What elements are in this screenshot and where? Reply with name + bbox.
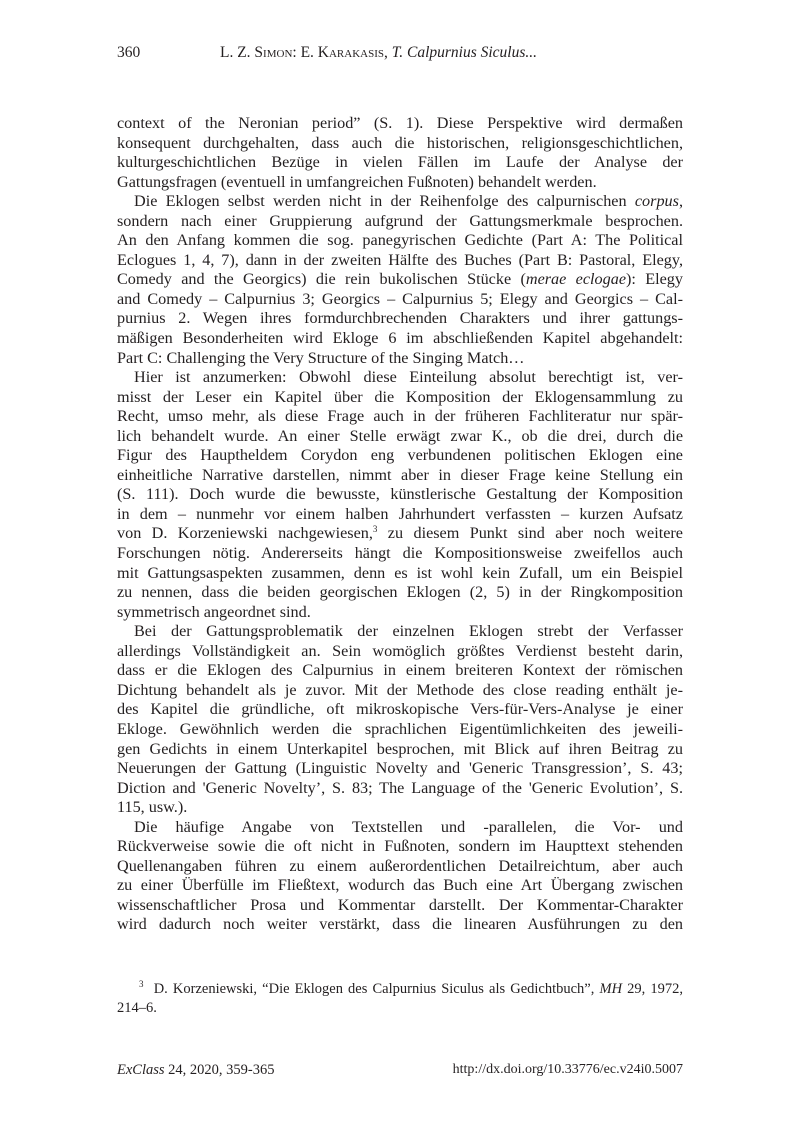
text-run: , — [678, 192, 683, 211]
separator: , — [384, 44, 392, 61]
text-line: zu nennen, dass die beiden georgischen Eklogen (2, 5) in der Ringkomposition — [117, 583, 683, 602]
text-line: Diction and 'Generic Novelty’, S. 83; The Language of the 'Generic Evolution’, S. — [117, 778, 683, 797]
body-text — [117, 114, 683, 935]
text-run: zu diesem Punkt sind aber noch weitere — [377, 524, 683, 543]
journal-name: ExClass — [117, 1062, 165, 1078]
text-run: ): Elegy — [626, 270, 683, 289]
text-line: Part C: Challenging the Very Structure of the Singing Match… — [117, 348, 525, 367]
reviewed-book-title: T. Calpurnius Siculus... — [391, 44, 538, 61]
text-line: Bei der Gattungsproblematik der einzelnen Eklogen strebt der Verfasser — [134, 622, 683, 641]
footnote-number: 3 — [139, 979, 144, 989]
footnote — [117, 980, 683, 1018]
text-line: Gattungsfragen (eventuell in umfangreichen Fußnoten) behandelt werden. — [117, 172, 597, 191]
text-line: 115, usw.). — [117, 798, 188, 817]
text-line: zu einer Überfülle im Fließtext, wodurch das Buch eine Art Übergang zwischen — [117, 876, 683, 895]
doi-link[interactable]: http://dx.doi.org/10.33776/ec.v24i0.5007 — [452, 1062, 683, 1077]
text-run: von D. Korzeniewski nachgewiesen, — [117, 524, 373, 543]
text-line: Dichtung behandelt als je zuvor. Mit der Methode des close reading enthält je- — [117, 680, 683, 699]
text-line: An den Anfang kommen die sog. panegyrischen Gedichte (Part A: The Political — [117, 231, 683, 250]
italic-term: corpus — [634, 192, 679, 211]
text-line — [117, 524, 683, 544]
text-line: Ekloge. Gewöhnlich werden die sprachlichen Eigentümlichkeiten des jeweili- — [117, 719, 683, 738]
text-line: Neuerungen der Gattung (Linguistic Novelty and 'Generic Transgression’, S. 43; — [117, 759, 683, 778]
italic-term: merae eclogae — [525, 270, 626, 289]
text-line: konsequent durchgehalten, dass auch die historischen, religionsgeschichtlichen, — [117, 133, 683, 152]
text-line: sondern nach einer Gruppierung aufgrund der Gattungsmerkmale besprochen. — [117, 211, 683, 230]
text-line: symmetrisch angeordnet sind. — [117, 602, 311, 621]
text-line: mit Gattungsaspekten zusammen, denn es ist wohl kein Zufall, um ein Beispiel — [117, 563, 683, 582]
text-line: and Comedy – Calpurnius 3; Georgics – Calpurnius 5; Elegy and Georgics – Cal- — [117, 289, 683, 308]
reviewed-author: E. Karakasis — [300, 44, 385, 61]
text-line: lich behandelt wurde. An einer Stelle erwägt zwar K., ob die drei, durch die — [117, 426, 683, 445]
text-line: Forschungen nötig. Andererseits hängt die Kompositionsweise zweifellos auch — [117, 544, 683, 563]
text-line: allerdings Vollständigkeit an. Sein womöglich größtes Verdienst besteht darin, — [117, 641, 683, 660]
text-line: wissenschaftlicher Prosa und Kommentar darstellt. Der Kommentar-Charakter — [117, 895, 683, 914]
footnote-ref[interactable]: 3 — [372, 524, 378, 535]
text-line: einheitliche Narrative darstellen, nimmt aber in dieser Frage keine Stellung ein — [117, 465, 683, 484]
page-number: 360 — [117, 44, 141, 61]
text-line: des Kapitel die gründliche, oft mikroskopische Vers-für-Vers-Analyse je einer — [117, 700, 683, 719]
text-line: dass er die Eklogen des Calpurnius in einem breiteren Kontext der römischen — [117, 661, 683, 680]
text-line: Recht, umso mehr, als diese Frage auch in der früheren Fachliteratur nur spär- — [117, 407, 683, 426]
separator: : — [292, 44, 301, 61]
text-line: kulturgeschichtlichen Bezüge in vielen Fällen im Laufe der Analyse der — [117, 153, 683, 172]
text-run: Die Eklogen selbst werden nicht in der Reihenfolge des calpurnischen — [134, 192, 635, 211]
text-run: D. Korzeniewski, “Die Eklogen des Calpurnius Siculus als Gedichtbuch”, — [153, 981, 600, 997]
running-head — [220, 44, 537, 62]
text-line: Eclogues 1, 4, 7), dann in der zweiten Hälfte des Buches (Part B: Pastoral, Elegy, — [117, 250, 683, 269]
text-line — [117, 270, 683, 290]
review-author: L. Z. Simon — [220, 44, 293, 61]
text-line: misst der Leser ein Kapitel über die Komposition der Eklogensammlung zu — [117, 387, 683, 406]
citation-details: 24, 2020, 359-365 — [164, 1062, 275, 1078]
text-run: Comedy and the Georgics) die rein bukolischen Stücke ( — [117, 270, 526, 289]
running-header — [117, 44, 683, 68]
text-run: 29, 1972, — [622, 981, 683, 997]
text-line: (S. 111). Doch wurde die bewusste, künstlerische Gestaltung der Komposition — [117, 485, 683, 504]
text-line — [117, 192, 683, 212]
text-line: mäßigen Besonderheiten wird Ekloge 6 im abschließenden Kapitel abgehandelt: — [117, 329, 683, 348]
text-line: Die häufige Angabe von Textstellen und -parallelen, die Vor- und — [134, 817, 683, 836]
footnote-line — [117, 980, 683, 999]
text-line: Hier ist anzumerken: Obwohl diese Einteilung absolut berechtigt ist, ver- — [134, 368, 683, 387]
journal-citation — [117, 1062, 275, 1079]
text-line: Figur des Hauptheldem Corydon eng verbundenen politischen Eklogen eine — [117, 446, 683, 465]
footnote-line: 214–6. — [117, 1000, 157, 1016]
text-line: purnius 2. Wegen ihres formdurchbrechenden Charakters und ihrer gattungs- — [117, 309, 683, 328]
journal-abbrev: MH — [599, 981, 623, 997]
text-line: Rückverweise sowie die oft nicht in Fußnoten, sondern im Haupttext stehenden — [117, 837, 683, 856]
text-line: gen Gedichts in einem Unterkapitel besprochen, mit Blick auf ihren Beitrag zu — [117, 739, 683, 758]
text-line: wird dadurch noch weiter verstärkt, dass die linearen Ausführungen zu den — [117, 915, 683, 934]
text-line: Quellenangaben führen zu einem außerordentlichen Detailreichtum, aber auch — [117, 856, 683, 875]
text-line: context of the Neronian period” (S. 1). Diese Perspektive wird dermaßen — [117, 114, 683, 132]
text-line: in dem – nunmehr vor einem halben Jahrhundert verfassten – kurzen Aufsatz — [117, 504, 683, 523]
